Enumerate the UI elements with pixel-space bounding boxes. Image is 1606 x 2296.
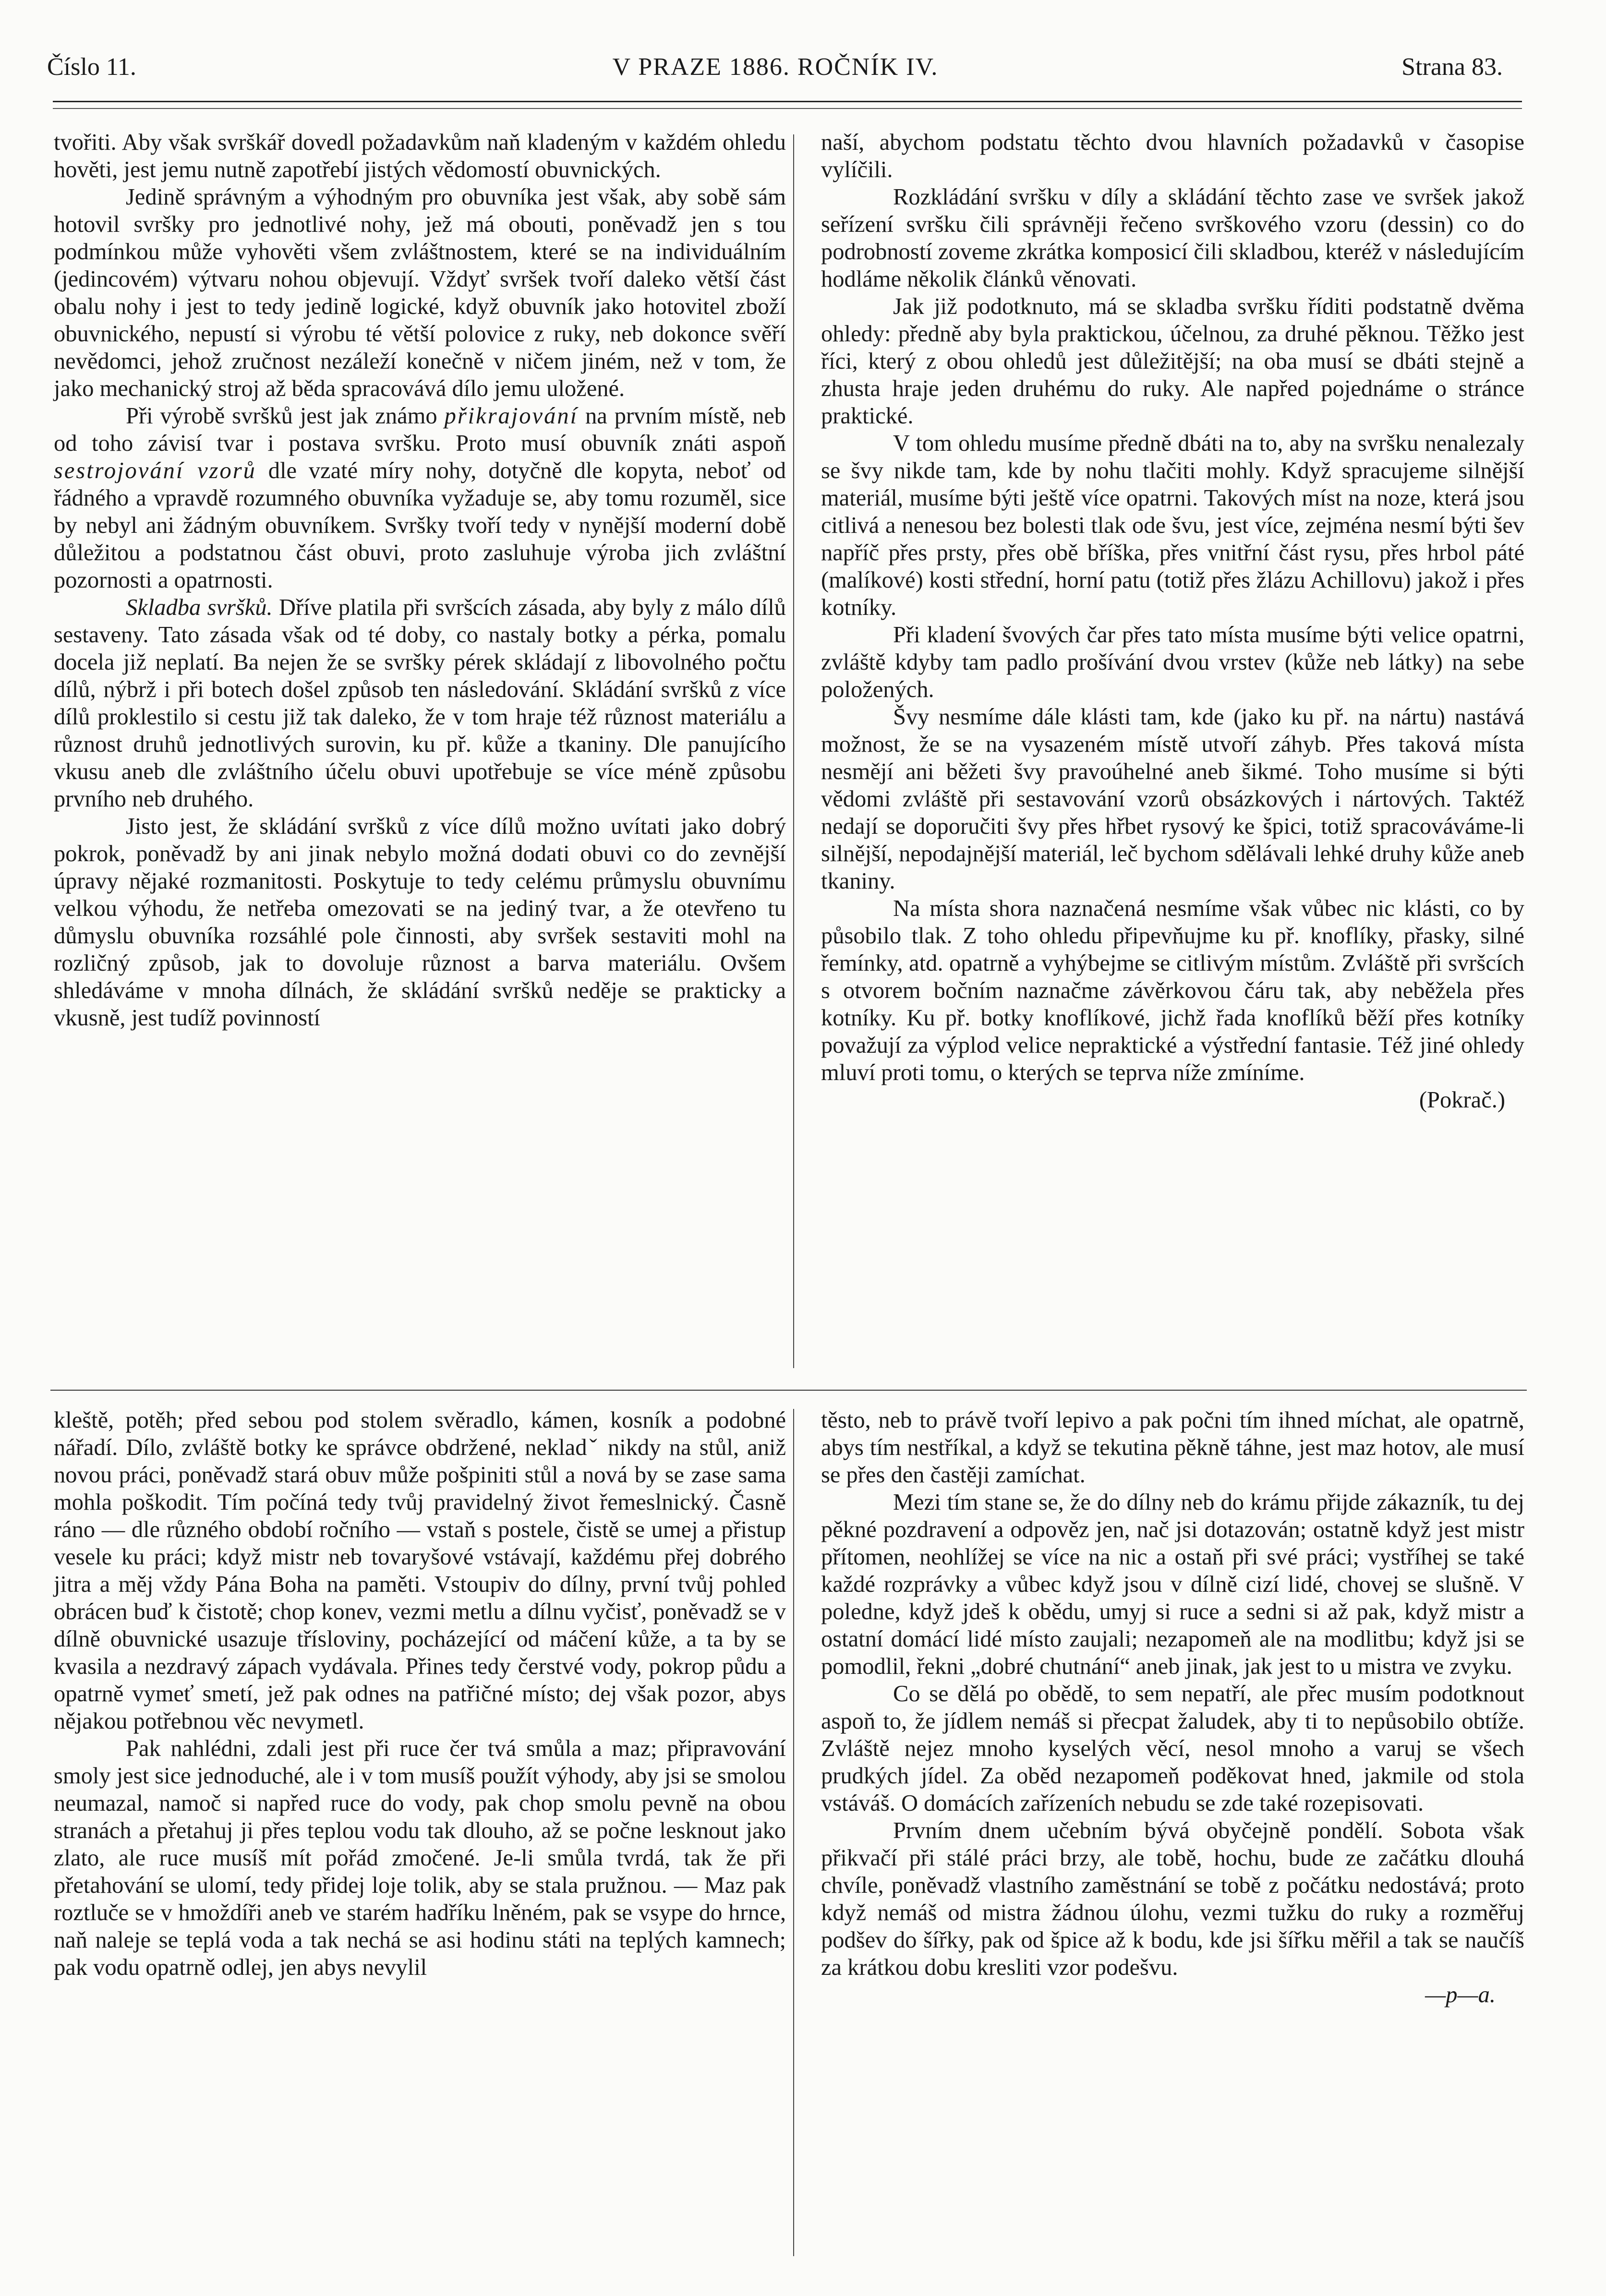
article-column-bottom-right [821,1406,1524,2008]
page-header [43,48,1508,86]
masthead-date: V PRAZE 1886. ROČNÍK IV. [612,53,939,81]
emphasis: sestrojování vzorů [54,458,256,483]
paragraph: naší, abychom podstatu těchto dvou hlavních požadavků v časopise vylíčili. [821,130,1524,182]
paragraph: Rozkládání svršku v díly a skládání těchto zase ve svršek jakož seřízení svršku čili správněji řečeno svrškového vzoru (dessin) co do podrobností zoveme zkrátka komposicí čili skladbou, kteréž v následujícím hodláme několik článků věnovati. [821,184,1524,292]
paragraph: Pak nahlédni, zdali jest při ruce čer tvá smůla a maz; připravování smoly jest sice jednoduché, ale i v tom musíš použít výhody, aby jsi se smolou neumazal, namoč si napřed ruce do vody, pak chop smolu pevně na obou stranách a přetahuj ji přes teplou vodu tak dlouho, až se počne lesknout jako zlato, ale ruce musíš mít pořád zmočené. Je-li smůla tvrdá, tak že při přetahování se ulomí, tedy přidej loje tolik, aby se stala pružnou. — Maz pak roztluče se v hmoždíři aneb ve starém hadříku lněném, pak se vsype do hrnce, naň naleje se teplá voda a tak nechá se asi hodinu státi na teplých kamnech; pak vodu opatrně odlej, jen abys nevylil [54,1736,786,1980]
section-divider [50,1390,1527,1391]
paragraph: kleště, potěh; před sebou pod stolem svěradlo, kámen, kosník a podobné nářadí. Dílo, zvláště botky ke správce obdržené, nekladˇ nikdy na stůl, aniž novou práci, poněvadž stará obuv může pošpiniti stůl a nová by se zase sama mohla poškodit. Tím počíná tedy tvůj pravidelný život řemeslnický. Časně ráno — dle různého období ročního — vstaň s postele, čistě se umej a přistup vesele ku práci; když mistr neb tovaryšové vstávají, každému přej dobrého jitra a měj vždy Pána Boha na paměti. Vstoupiv do dílny, první tvůj pohled obrácen buď k čistotě; chop konev, vezmi metlu a dílnu vyčisť, poněvadž se v dílně obuvnické usazuje třísloviny, pocházející od máčení kůže, a ta by se kvasila a nezdravý zápach vydávala. Přines tedy čerstvé vody, pokrop půdu a opatrně vymeť smetí, jež pak odnes na patřičné místo; dej však pozor, abys nějakou potřebnou věc nevymetl. [54,1407,786,1734]
paragraph: Na místa shora naznačená nesmíme však vůbec nic klásti, co by působilo tlak. Z toho ohledu připevňujme ku př. knoflíky, přasky, silné řemínky, atd. opatrně a vyhýbejme se citlivým místům. Zvláště při svršcích s otvorem bočním naznačme závěrkovou čáru tak, aby neběžela přes kotníky. Ku př. botky knoflíkové, jichž řada knoflíků běží přes kotníky považují za výplod velice nepraktické a výstřední fantasie. Též jiné ohledy mluví proti tomu, o kterých se teprva níže zmíníme. [821,896,1524,1085]
emphasis: přikrajování [444,403,579,429]
paragraph: V tom ohledu musíme předně dbáti na to, aby na svršku nenalezaly se švy nikde tam, kde by nohu tlačiti mohly. Když spracujeme silnější materiál, musíme býti ještě více opatrni. Takových míst na noze, která jsou citlivá a nenesou bez bolesti tlak ode švu, jest více, zejména nesmí býti šev napříč přes prsty, přes obě bříška, přes vnitřní část rysu, přes hrbol páté (malíkové) kosti střední, horní patu (totiž přes žlázu Achillovu) jakož i přes kotníky. [821,431,1524,620]
paragraph: Při kladení švových čar přes tato místa musíme býti velice opatrni, zvláště kdyby tam padlo prošívání dvou vrstev (kůže neb látky) na sebe položených. [821,622,1524,702]
header-rule [53,101,1522,109]
article-column-top-left [54,129,786,1032]
paragraph: Prvním dnem učebním bývá obyčejně pondělí. Sobota však přikvačí při stálé práci brzy, ale tobě, hochu, bude ze začátku dlouhá chvíle, poněvadž vlastního zaměstnání se tobě z počátku nedostává; proto když nemáš od mistra žádnou úlohu, vezmi tužku do ruky a rozměřuj podšev do šířky, pak od špice až k bodu, kde jsi šířku měřil a tak se naučíš za krátkou dobu kresliti vzor podešvu. [821,1818,1524,1980]
article-column-bottom-left [54,1406,786,1981]
paragraph: tvořiti. Aby však svrškář dovedl požadavkům naň kladeným v každém ohledu hověti, jest jemu nutně zapotřebí jistých vědomostí obuvnických. [54,130,786,182]
column-divider-top [793,134,794,1368]
paragraph: Při výrobě svršků jest jak známo přikrajování na prvním místě, neb od toho závisí tvar i postava svršku. Proto musí obuvník znáti aspoň sestrojování vzorů dle vzaté míry nohy, dotyčně dle kopyta, neboť od řádného a vpravdě rozumného obuvníka vyžaduje se, aby tomu rozuměl, sice by nebyl ani žádným obuvníkem. Svršky tvoří tedy v nynější moderní době důležitou a podstatnou část obuvi, proto zasluhuje výroba jich zvláštní pozornosti a opatrnosti. [54,403,786,593]
issue-number: Číslo 11. [47,53,136,81]
section-heading: Skladba svršků. [126,595,273,620]
paragraph: Jedině správným a výhodným pro obuvníka jest však, aby sobě sám hotovil svršky pro jednotlivé nohy, jež má obouti, poněvadž jen s tou podmínkou může vyhověti všem zvláštnostem, které se na individuálním (jedincovém) výtvaru nohou objevují. Vždyť svršek tvoří daleko větší část obalu nohy i jest to tedy jedině logické, když obuvník jako hotovitel zboží obuvnického, nepustí si výrobu té větší polovice z ruky, neb dokonce svěří nevědomci, jehož zručnost nezáleží konečně v ničem jiném, než v tom, že jako mechanický stroj až běda spracovává dílo jemu uložené. [54,184,786,401]
paragraph: Jak již podotknuto, má se skladba svršku říditi podstatně dvěma ohledy: předně aby byla praktickou, účelnou, za druhé pěknou. Těžko jest říci, který z obou ohledů jest důležitější; na oba musí se dbáti stejně a zhusta hraje jeden druhému do ruky. Ale napřed pojednáme o stránce praktické. [821,294,1524,429]
paragraph: těsto, neb to právě tvoří lepivo a pak počni tím ihned míchat, ale opatrně, abys tím nestříkal, a když se tekutina pěkně táhne, jest maz hotov, ale musí se přes den častěji zamíchat. [821,1407,1524,1488]
paragraph: Švy nesmíme dále klásti tam, kde (jako ku př. na nártu) nastává možnost, že se na vysazeném místě utvoří záhyb. Přes taková místa nesmějí ani běžeti švy pravoúhelné aneb šikmé. Toho musíme si býti vědomi zvláště při sestavování vzorů obsázkových i nártových. Taktéž nedají se doporučiti švy přes hřbet rysový ke špici, totiž spracováváme-li silnější, nepodajnější materiál, leč bychom sdělávali lehké druhy kůže aneb tkaniny. [821,704,1524,894]
article-column-top-right [821,129,1524,1114]
continued-note: (Pokrač.) [1419,1087,1505,1113]
paragraph: Jisto jest, že skládání svršků z více dílů možno uvítati jako dobrý pokrok, poněvadž by ani jinak nebylo možná dodati obuvi co do zevnější úpravy nějaké rozmanitosti. Poskytuje to tedy celému průmyslu obuvnímu velkou výhodu, že netřeba omezovati se na jediný tvar, a že otevřeno tu důmyslu obuvníka rozsáhlé pole činnosti, aby svršek sestaviti mohl na rozličný způsob, jak to dovoluje různost a barva materiálu. Ovšem shledáváme v mnoha dílnách, že skládání svršků neděje se prakticky a vkusně, jest tudíž povinností [54,814,786,1031]
author-signature: —p—a. [1425,1982,1496,2007]
column-divider-bottom [793,1409,794,2256]
paragraph: Mezi tím stane se, že do dílny neb do krámu přijde zákazník, tu dej pěkné pozdravení a odpověz jen, nač jsi dotazován; ostatně když jest mistr přítomen, neohlížej se více na nic a ostaň při své práci; vystříhej se také každé rozprávky a vůbec když jsou v dílně cizí lidé, chovej se slušně. V poledne, když jdeš k obědu, umyj si ruce a sedni si až pak, když mistr a ostatní domácí lidé místo zaujali; nezapomeň ale na modlitbu; když jsi se pomodlil, řekni „dobré chutnání“ aneb jinak, jak jest to u mistra ve zvyku. [821,1490,1524,1679]
paragraph: Co se dělá po obědě, to sem nepatří, ale přec musím podotknout aspoň to, že jídlem nemáš si přecpat žaludek, aby ti to nepůsobilo obtíže. Zvláště nejez mnoho kyselých věcí, nesol mnoho a varuj se všech prudkých jídel. Za oběd nezapomeň poděkovat hned, jakmile od stola vstáváš. O domácích zařízeních nebudu se zde také rozepisovati. [821,1681,1524,1816]
paragraph: Skladba svršků. Dříve platila při svršcích zásada, aby byly z málo dílů sestaveny. Tato zásada však od té doby, co nastaly botky a pérka, pomalu docela již neplatí. Ba nejen že se svršky pérek skládají z libovolného počtu dílů, nýbrž i při botech došel způsob ten následování. Skládání svršků z více dílů proklestilo si cestu již tak daleko, že v tom hraje též různost materiálu a různost druhů jednotlivých surovin, ku př. kůže a tkaniny. Dle panujícího vkusu aneb dle zvláštního účelu obuvi upotřebuje se více méně způsobu prvního neb druhého. [54,595,786,812]
page-number: Strana 83. [1401,53,1503,81]
